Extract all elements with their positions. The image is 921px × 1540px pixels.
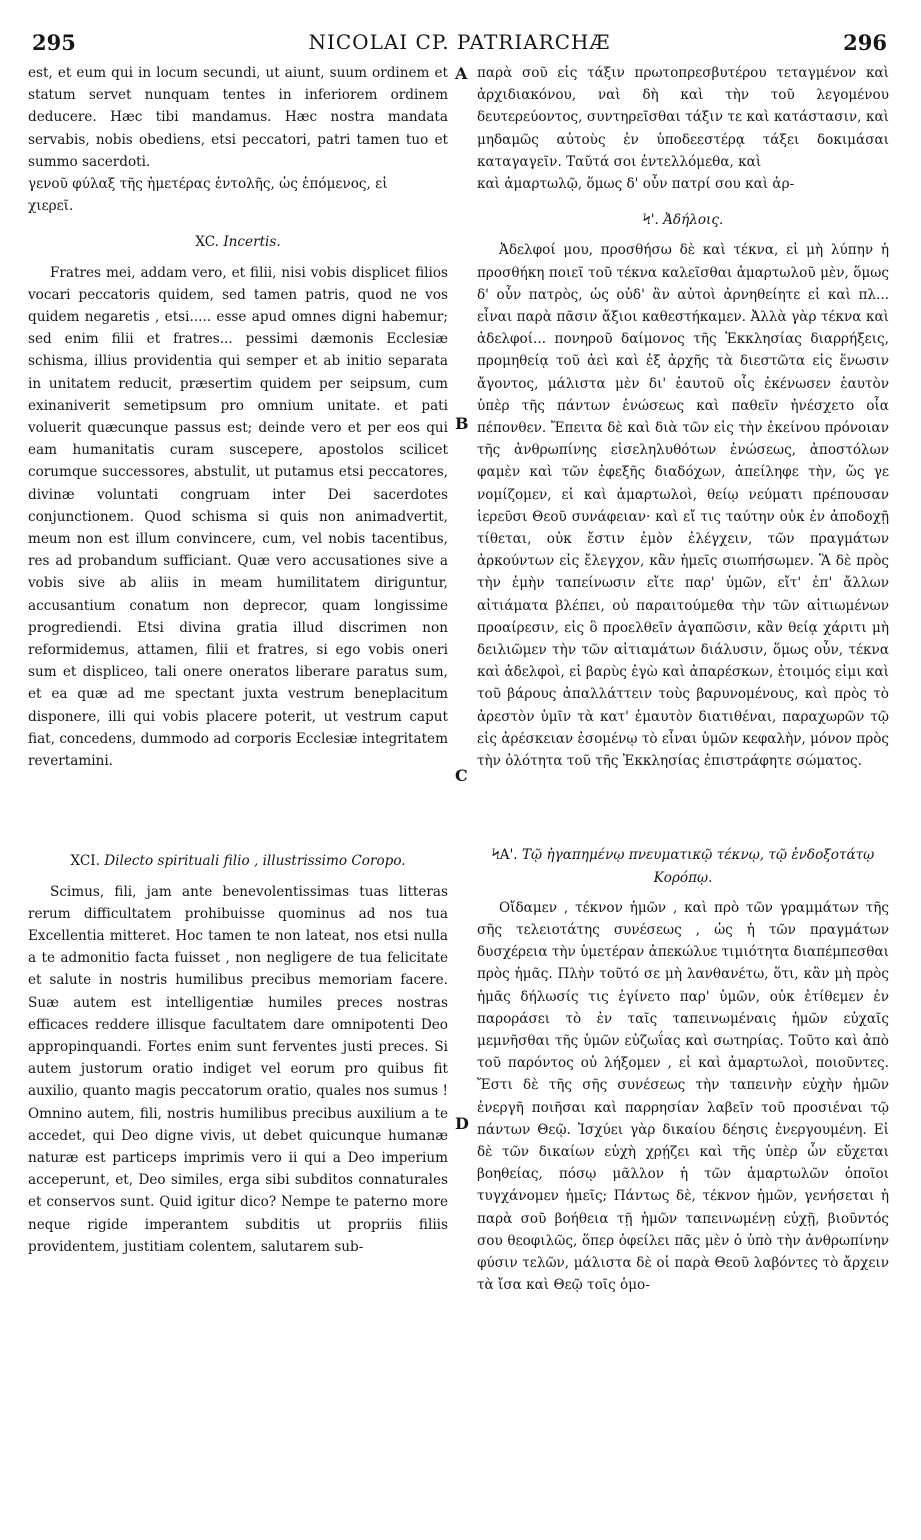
greek-paragraph: Οἴδαμεν , τέκνον ἡμῶν , καὶ πρὸ τῶν γραμμάτων τῆς σῆς τελειοτάτης συνέσεως , ὡς ἡ τῶν πραγμάτων δυσχέρεια τὴν ὑμετέραν ἀπεκώλυε τιμιότητα διαπέμπεσθαι πρὸς ἡμᾶς. Πλὴν τοῦτό σε μὴ λανθανέτω, ὅτι, κἂν μὴ πρὸς ἡμᾶς δήλωσίς τις ἐγίνετο παρ' ὑμῶν, οὐκ ἐτίθεμεν ἐν παροράσει τὸ ἐν ταῖς ταπεινωμέναις ἡμῶν εὐχαῖς μεμνῆσθαι τῆς ὑμῶν εὐζωΐας καὶ σωτηρίας. Τοῦτο καὶ ἀπὸ τοῦ παρόντος οὐ λήξομεν , εἰ καὶ ἁμαρτωλοὶ, ποιοῦντες. Ἔστι δὲ τῆς σῆς συνέσεως τὴν ταπεινὴν εὐχὴν ἡμῶν ἐνεργῆ ποιῆσαι καὶ παρρησίαν λαβεῖν τοῦ προσιέναι τῷ πάντων Θεῷ. Ἰσχύει γὰρ δικαίου δέησις ἐνεργουμένη. Εἰ δὲ τῶν δικαίων εὐχὴ χρῄζει καὶ τῆς ὑπὲρ ὧν εὔχεται βοηθείας, πόσῳ μᾶλλον ἡ τῶν ἁμαρτωλῶν ὁποῖοι τυγχάνομεν ἡμεῖς; Πάντως δὲ, τέκνον ἡμῶν, γενήσεται ἡ παρὰ σοῦ βοήθεια τῇ ἡμῶν ταπεινωμένῃ εὐχῇ, βιοῦντός σου θεοφιλῶς, ὅπερ ὀφείλει πᾶς μὲν ὁ ὑπὸ τὴν ἀνθρωπίνην φύσιν τελῶν, μάλιστα δὲ οἱ παρὰ Θεοῦ λαβόντες τὸ ἄρχειν τὰ ἴσα καὶ Θεῷ τοῖς ὁμο- bbox=[477, 899, 889, 1294]
section-heading-xci-greek bbox=[477, 844, 889, 888]
section-heading-xci-latin bbox=[28, 850, 448, 872]
greek-paragraph: καὶ ἁμαρτωλῷ, ὅμως δ' οὖν πατρί σου καὶ ἀρ- bbox=[477, 176, 795, 193]
greek-overflow-line: γενοῦ φύλαξ τῆς ἡμετέρας ἐντολῆς, ὡς ἑπόμενος, εἰ bbox=[28, 176, 388, 193]
margin-letter-d: D bbox=[455, 1114, 469, 1133]
greek-paragraph: Ἀδελφοί μου, προσθήσω δὲ καὶ τέκνα, εἰ μὴ λύπην ἡ προσθήκη ποιεῖ τοῦ τέκνα καλεῖσθαι ἁμαρτωλοῦ μὲν, ὅμως δ' οὖν πατρὸς, ὡς οὐδ' ἂν αὐτοὶ ἀρνηθείητε εἰ καὶ πλ... εἶναι παρὰ πᾶσιν ἄξιοι καθεστήκαμεν. Ἀλλὰ γὰρ τέκνα καὶ ἀδελφοί... πονηροῦ δαίμονος τῆς Ἐκκλησίας διαρρήξεις, προμηθείᾳ τοῦ ἀεὶ καὶ ἐξ ἀρχῆς τὰ διεστῶτα εἰς ἕνωσιν ἄγοντος, μάλιστα μὲν δι' ἑαυτοῦ οἷς ἐκένωσεν ἑαυτὸν ὑπὲρ τῆς πάντων ἑνώσεως καὶ παθεῖν ἠνέσχετο οἷα πέπονθεν. Ἔπειτα δὲ καὶ διὰ τῶν εἰς τὴν ἐκείνου πρόνοιαν τῆς ἀνθρωπίνης εἰσεληλυθότων ἑνώσεως, ἀποστόλων φαμὲν καὶ τῶν ἐφεξῆς διαδόχων, ἀπείληφε τὴν, ὥς γε νομίζομεν, εἰ καὶ ἁμαρτωλοὶ, θείῳ νεύματι πρέπουσαν ἱερεῦσι Θεοῦ συνάφειαν· καὶ εἴ τις ταύτην οὐκ ἐν ἀποδοχῇ τίθεται, οὐκ ἔστιν ἐμὸν ἐλέγχειν, τῶν πραγμάτων ἀρκούντων εἰς ἔλεγχον, κἂν ἡμεῖς σιωπήσωμεν. Ἃ δὲ πρὸς τὴν ἐμὴν ταπείνωσιν εἴτε παρ' ὑμῶν, εἴτ' ἐπ' ἄλλων αἰτιάματα βλέπει, οὐ παραιτούμεθα τὴν τῶν αἰτιωμένων προαίρεσιν, εἰς ὃ προελθεῖν ἀγαπῶσιν, κἂν θείᾳ χάριτι μὴ δειλιῶμεν τὴν τῶν αἰτιαμάτων διάλυσιν, ὅμως οὖν, τέκνα καὶ ἀδελφοὶ, εἰ βαρὺς ἐγὼ καὶ ἀπαρέσκων, ἑτοιμός εἰμι καὶ τοῦ βάρους ἀπαλλάττειν τοὺς βαρυνομένους, καὶ πρὸς τὸ ἀρεστὸν ὑμῖν τὰ κατ' ἐμαυτὸν διατιθέναι, παραχωρῶν τῷ εἰς ἀρέσκειαν ἐσομένῳ τὸ εἶναι ὑμῶν κεφαλὴν, μόνον πρὸς τὴν ὁλότητα τοῦ τῆς Ἐκκλησίας ἐπιστράφητε σώματος. bbox=[477, 242, 889, 770]
margin-letter-c: C bbox=[455, 766, 468, 785]
margin-letter-b: B bbox=[455, 414, 469, 433]
greek-column bbox=[477, 62, 889, 1296]
page-number-left: 295 bbox=[32, 30, 76, 55]
section-title: Incertis. bbox=[223, 234, 281, 251]
section-heading-xc-latin bbox=[28, 231, 448, 253]
section-number: Ϟ'. bbox=[642, 212, 659, 229]
latin-paragraph: Scimus, fili, jam ante benevolentissimas tuas litteras rerum difficultatem prohibuisse quominus ad nos tua Excellentia mitteret. Hoc tamen te non lateat, nos etsi nulla a te admonitio facta fuisset , non negligere de tua felicitate et salute in nostris humilibus precibus memoriam facere. Suæ autem est intelligentiæ humiles preces nostras efficaces reddere illisque facultatem dare omnipotenti Deo appropinquandi. Fortes enim sunt ferventes justi preces. Si autem justorum oratio indiget vel eorum pro quibus fit auxilio, quanto magis peccatorum oratio, quales nos sumus ! Omnino autem, fili, nostris humilibus precibus auxilium a te accedet, qui Deo digne vivis, ut debet quicunque humanæ naturæ est particeps imprimis vero ii qui a Deo imperium acceperunt, et, Deo similes, erga sibi subditos connaturales et conservos sunt. Quid igitur dico? Nempe te paterno more neque rigide imperantem subditis ut propriis filiis providentem, justitiam colentem, salutarem sub- bbox=[28, 883, 448, 1255]
latin-column bbox=[28, 62, 448, 1258]
section-number: XCI. bbox=[70, 853, 100, 870]
running-title: NICOLAI CP. PATRIARCHÆ bbox=[308, 30, 611, 54]
section-number: ϞΑ'. bbox=[491, 847, 518, 864]
section-heading-xc-greek bbox=[477, 209, 889, 231]
greek-paragraph: παρὰ σοῦ εἰς τάξιν πρωτοπρεσβυτέρου τεταγμένον καὶ ἀρχιδιακόνου, ναὶ δὴ καὶ τὴν τοῦ λεγομένου δευτερεύοντος, συντηρεῖσθαι τάξιν τε καὶ κατάστασιν, καὶ μηδαμῶς αὐτοὺς ἐν ὑποδεεστέρᾳ τάξει δοκιμάσαι καταγαγεῖν. Ταῦτά σοι ἐντελλόμεθα, καὶ bbox=[477, 65, 889, 170]
running-header bbox=[32, 30, 887, 60]
latin-paragraph: est, et eum qui in locum secundi, ut aiunt, suum ordinem et statum servet nunquam tentes in inferiorem ordinem deducere. Hæc tibi mandamus. Hæc nostra mandata servabis, nobis obediens, etsi peccatori, patri tamen tuo et summo sacerdoti. bbox=[28, 65, 448, 170]
latin-paragraph: Fratres mei, addam vero, et filii, nisi vobis displicet filios vocari peccatoris quidem, sed tamen patris, quod ne vos quidem negaretis , etsi..... esse apud omnes digni habemur; sed enim filii et fratres... pessimi dæmonis Ecclesiæ schisma, illius providentia qui semper et ab initio separata in unitatem reducit, præsertim quidem per seipsum, cum exinaniverit semetipsum pro omnium unitate. et pati voluerit quæcunque passus est; deinde vero et per eos qui eam humanitatis curam suscepere, apostolos scilicet corumque successores, abstulit, ut putamus etsi peccatores, divinæ voluntati congruam inter Dei sacerdotes conjunctionem. Quod schisma si quis non animadvertit, meum non est illum convincere, cum, vel nobis tacentibus, res ad probandum sufficiant. Quæ vero accusationes sive a vobis sive ab aliis in meam humilitatem diriguntur, accusantium conatum non deprecor, quam longissime progrediendi. Etsi divina gratia illud discrimen non reformidemus, attamen, filii et fratres, si ego vobis oneri sum et displiceo, tali onere oneratos liberare paratus sum, et ea quæ ad me spectant juxta vestrum beneplacitum disponere, illi qui vobis placere poterit, ut vestrum caput fiat, concedens, dummodo ad corporis Ecclesiæ integritatem revertamini. bbox=[28, 264, 448, 770]
page-number-right: 296 bbox=[843, 30, 887, 55]
section-number: XC. bbox=[195, 234, 219, 251]
section-title: Dilecto spirituali filio , illustrissimo Coropo. bbox=[104, 853, 406, 870]
greek-overflow-line: χιερεῖ. bbox=[28, 198, 74, 215]
margin-letter-a: A bbox=[455, 64, 468, 83]
section-title: Τῷ ἠγαπημένῳ πνευματικῷ τέκνῳ, τῷ ἐνδοξοτάτῳ Κορόπῳ. bbox=[521, 847, 875, 886]
section-title: Ἀδήλοις. bbox=[663, 212, 724, 229]
